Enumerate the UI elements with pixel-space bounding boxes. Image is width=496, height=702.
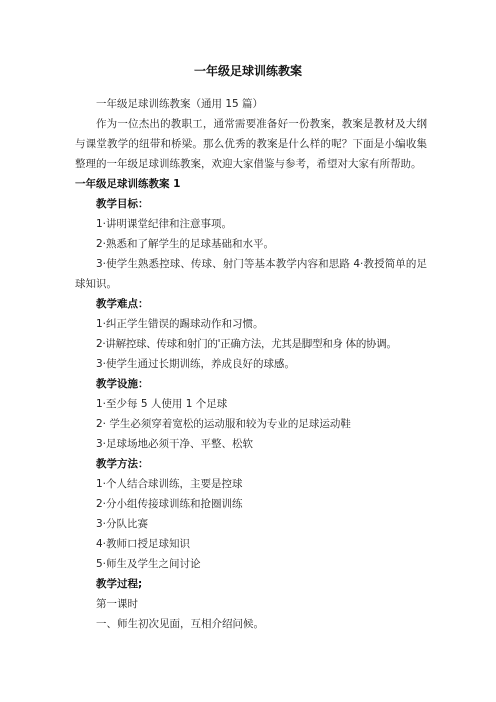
method-item: 3·分队比赛 bbox=[96, 518, 149, 530]
method-item: 4·教师口授足球知识 bbox=[96, 538, 191, 550]
lesson-label: 第一课时 bbox=[96, 598, 138, 610]
goal-item: 2·熟悉和了解学生的足球基础和水平。 bbox=[96, 238, 275, 250]
difficulties-heading: 教学难点： bbox=[96, 298, 149, 310]
difficulty-item: 2·讲解控球、传球和射门的'正确方法，尤其是脚型和身 体的协调。 bbox=[96, 338, 397, 350]
process-step: 一、师生初次见面，互相介绍问候。 bbox=[96, 618, 264, 630]
facility-item: 1·至少每 5 人使用 1 个足球 bbox=[96, 398, 228, 410]
facilities-heading: 教学设施： bbox=[96, 378, 149, 390]
document-title: 一年级足球训练教案 bbox=[193, 64, 302, 78]
section-heading: 一年级足球训练教案 1 bbox=[75, 178, 181, 190]
intro-paragraph: 作为一位杰出的教职工，通常需要准备好一份教案，教案是教材及大纲与课堂教学的纽带和桥梁。那么优秀的教案是什么样的呢？下面是小编收集整理的一年级足球训练教案，欢迎大家借鉴与参考，希望对大家有所帮助。 bbox=[75, 118, 427, 170]
process-heading: 教学过程; bbox=[96, 578, 143, 590]
goals-heading: 教学目标： bbox=[96, 198, 149, 210]
document-subtitle: 一年级足球训练教案（通用 15 篇） bbox=[96, 98, 264, 110]
document-body bbox=[75, 94, 427, 634]
goal-item: 1·讲明课堂纪律和注意事项。 bbox=[96, 218, 233, 230]
goal-item: 3·使学生熟悉控球、传球、射门等基本教学内容和思路 4·教授简单的足球知识。 bbox=[75, 258, 427, 290]
difficulty-item: 3·使学生通过长期训练，养成良好的球感。 bbox=[96, 358, 296, 370]
facility-item: 3·足球场地必须干净、平整、松软 bbox=[96, 438, 254, 450]
methods-heading: 教学方法： bbox=[96, 458, 149, 470]
method-item: 1·个人结合球训练，主要是控球 bbox=[96, 478, 243, 490]
difficulty-item: 1·纠正学生错误的踢球动作和习惯。 bbox=[96, 318, 264, 330]
method-item: 5·师生及学生之间讨论 bbox=[96, 558, 201, 570]
facility-item: 2· 学生必须穿着宽松的运动服和较为专业的足球运动鞋 bbox=[96, 418, 351, 430]
method-item: 2·分小组传接球训练和抢圈训练 bbox=[96, 498, 243, 510]
